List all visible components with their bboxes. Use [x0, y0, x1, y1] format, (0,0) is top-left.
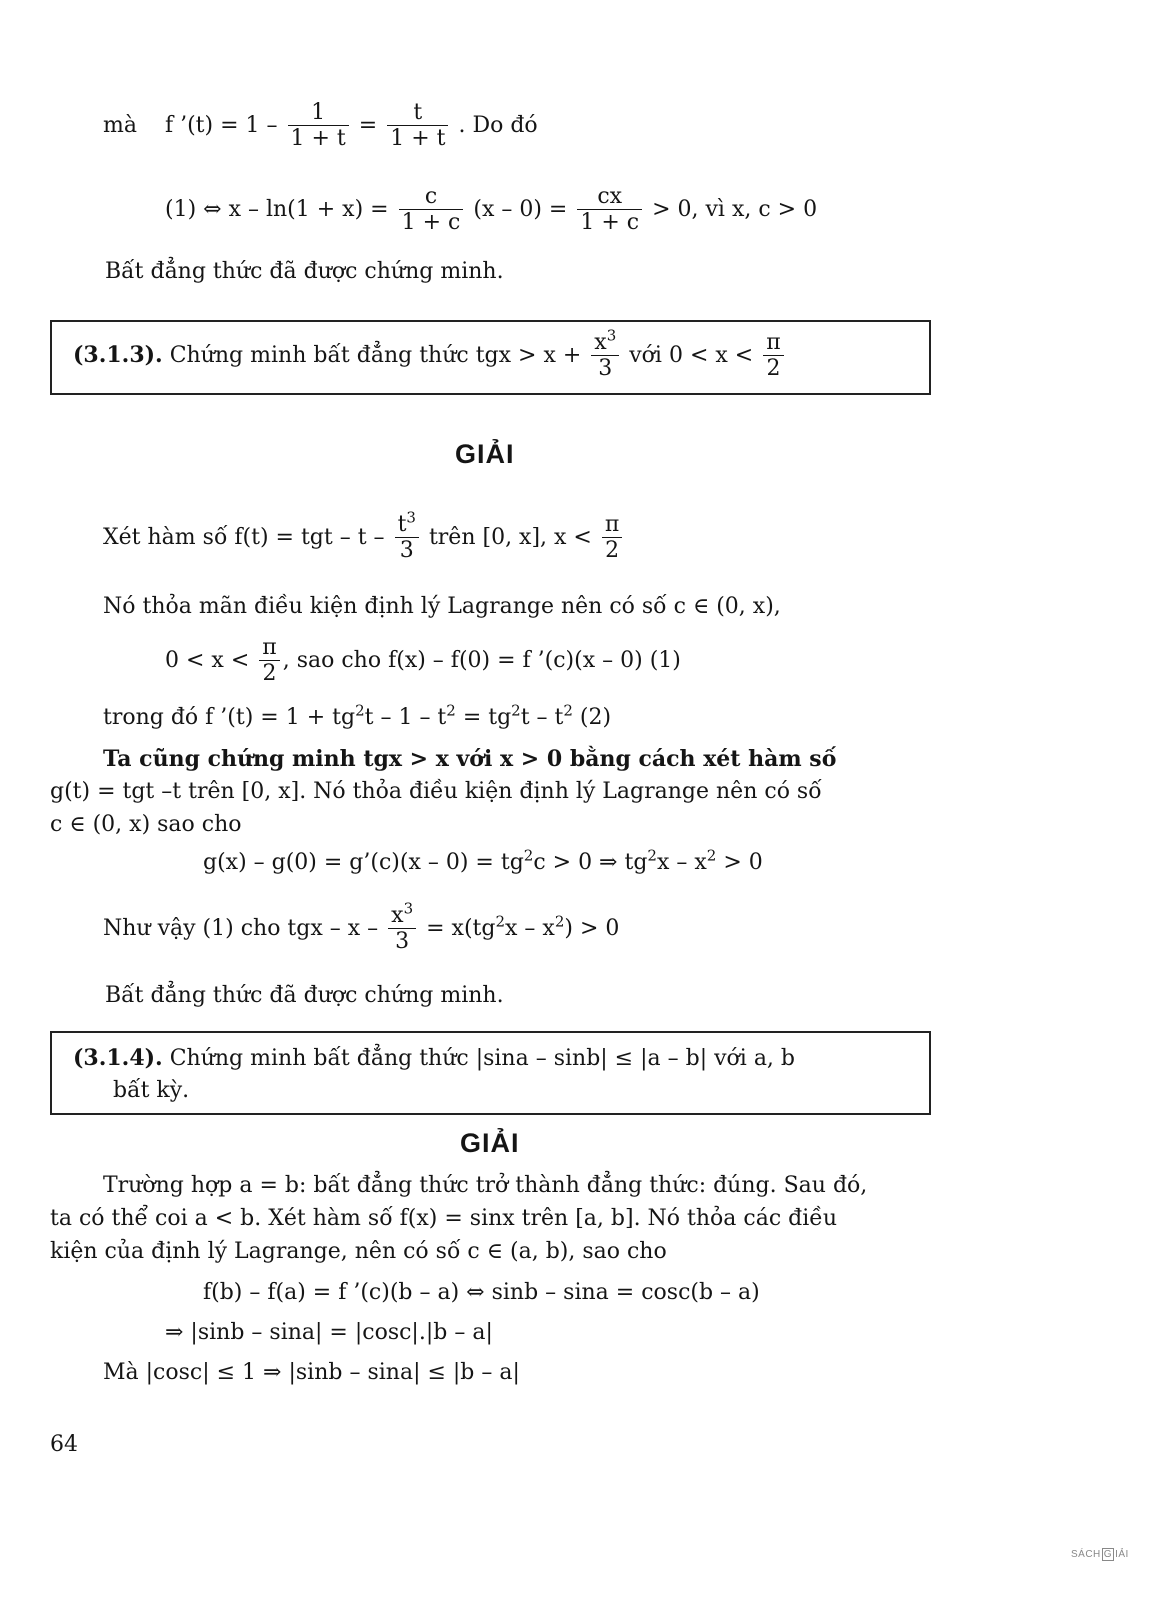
exponent: 2: [511, 701, 521, 720]
fraction-pi-over-2: [259, 635, 279, 687]
exponent: 3: [606, 326, 617, 345]
equals-sign: =: [358, 112, 378, 138]
numerator-x: x: [391, 903, 404, 928]
exponent: 3: [406, 508, 416, 527]
final-part-d: ) > 0: [564, 915, 620, 941]
aux-part-a: g(x) – g(0) = g’(c)(x – 0) = tg: [203, 850, 524, 875]
watermark-right: IẢI: [1115, 1549, 1129, 1560]
exponent: 2: [355, 701, 365, 720]
exponent: 2: [446, 701, 456, 720]
denominator: 1 + t: [288, 125, 349, 151]
eq2-label: (2): [572, 705, 612, 730]
final-part-b: = x(tg: [419, 915, 496, 941]
text-do-do: . Do đó: [458, 112, 538, 138]
exponent: 2: [495, 912, 506, 931]
problem-text: Chứng minh bất đẳng thức tgx > x +: [162, 342, 582, 368]
case-text-2: ta có thể coi a < b. Xét hàm số f(x) = sinx trên [a, b]. Nó thỏa các điều: [50, 1206, 837, 1231]
problem-3-1-4-statement-cont: bất kỳ.: [113, 1078, 190, 1103]
case-text-1: Trường hợp a = b: bất đẳng thức trở thành đẳng thức: đúng. Sau đó,: [103, 1173, 868, 1198]
equivalence-line: [165, 184, 817, 236]
aux-part-c: x – x: [656, 850, 707, 875]
fraction-t-cubed-over-3: [395, 508, 419, 564]
auxiliary-inequality-line: [203, 846, 763, 875]
fraction-pi-over-2: [763, 330, 783, 382]
equation-1-rhs: , sao cho f(x) – f(0) = f ’(c)(x – 0) (1): [282, 647, 681, 673]
lagrange-sine-equation: f(b) – f(a) = f ’(c)(b – a) ⇔ sinb – sina = cosc(b – a): [203, 1280, 760, 1305]
solution-heading-2: GIẢI: [460, 1128, 520, 1158]
function-domain: trên [0, x], x <: [428, 524, 592, 550]
exponent: 2: [523, 846, 534, 865]
problem-condition: với 0 < x <: [629, 342, 754, 368]
denominator: 2: [259, 660, 279, 686]
watermark-icon: G: [1103, 1549, 1113, 1560]
equation-2-line: [103, 701, 612, 730]
exponent: 2: [563, 701, 573, 720]
final-part-a: Như vậy (1) cho tgx – x –: [103, 915, 379, 941]
aux-part-b: c > 0 ⇒ tg: [533, 850, 648, 875]
equivalence-mid: (x – 0) =: [473, 196, 568, 222]
conclusion-text-2: Bất đẳng thức đã được chứng minh.: [105, 983, 504, 1008]
exponent: 2: [554, 912, 565, 931]
fraction-t-over-1-plus-t: [387, 100, 448, 152]
exponent: 2: [647, 846, 657, 865]
numerator: cx: [597, 184, 623, 209]
exponent: 2: [706, 846, 717, 865]
equivalence-rhs: > 0, vì x, c > 0: [652, 196, 818, 222]
watermark-logo: [1071, 1548, 1129, 1561]
conclusion-text-1: Bất đẳng thức đã được chứng minh.: [105, 259, 504, 284]
exponent: 3: [403, 899, 414, 918]
eq2-part-c: = tg: [455, 705, 512, 730]
final-bound-line: Mà |cosc| ≤ 1 ⇒ |sinb – sina| ≤ |b – a|: [103, 1360, 520, 1385]
problem-3-1-4-statement: [73, 1045, 795, 1071]
numerator-x: x: [594, 330, 607, 355]
eq2-part-b: t – 1 – t: [364, 705, 447, 730]
denominator: 1 + t: [387, 125, 448, 151]
denominator: 2: [763, 355, 783, 381]
fraction-cx-over-1-plus-c: [577, 184, 642, 236]
final-part-c: x – x: [505, 915, 555, 941]
numerator: π: [262, 635, 277, 660]
numerator: π: [604, 512, 620, 537]
auxiliary-point-text: c ∈ (0, x) sao cho: [50, 812, 242, 837]
denominator: 1 + c: [399, 209, 464, 235]
fraction-c-over-1-plus-c: [399, 184, 464, 236]
text-ma: mà: [103, 112, 137, 138]
problem-3-1-3-statement: [73, 326, 787, 382]
eq2-part-d: t – t: [520, 705, 564, 730]
watermark-left: SÁCH: [1071, 1549, 1101, 1560]
denominator: 3: [388, 928, 416, 954]
aux-part-d: > 0: [716, 850, 763, 875]
numerator: π: [766, 330, 781, 355]
solution-heading-1: GIẢI: [455, 439, 515, 469]
equation-1-line: [165, 635, 681, 687]
derivative-line: [103, 100, 538, 152]
problem-label: (3.1.3).: [73, 341, 163, 368]
eq2-part-a: trong đó f ’(t) = 1 + tg: [103, 705, 356, 730]
case-text-3: kiện của định lý Lagrange, nên có số c ∈ (a, b), sao cho: [50, 1239, 667, 1264]
problem-text: Chứng minh bất đẳng thức |sina – sinb| ≤ |a – b| với a, b: [162, 1046, 796, 1071]
numerator: c: [424, 184, 438, 209]
fraction-1-over-1-plus-t: [288, 100, 349, 152]
numerator: t: [413, 100, 423, 125]
denominator: 1 + c: [577, 209, 642, 235]
derivative-lhs: f ’(t) = 1 –: [164, 112, 278, 138]
problem-label: (3.1.4).: [73, 1045, 163, 1071]
absolute-value-equation: ⇒ |sinb – sina| = |cosc|.|b – a|: [165, 1320, 493, 1345]
lagrange-condition-text: Nó thỏa mãn điều kiện định lý Lagrange nên có số c ∈ (0, x),: [103, 594, 781, 619]
denominator: 2: [602, 537, 622, 563]
numerator-t: t: [397, 512, 407, 537]
fraction-pi-over-2: [602, 512, 622, 564]
fraction-x-cubed-over-3: [591, 326, 619, 382]
equivalence-lhs: (1) ⇔ x – ln(1 + x) =: [165, 196, 389, 222]
page-number: 64: [50, 1432, 78, 1457]
auxiliary-claim-text: Ta cũng chứng minh tgx > x với x > 0 bằng cách xét hàm số: [103, 746, 837, 772]
final-inequality-line: [103, 899, 620, 955]
denominator: 3: [395, 537, 419, 563]
equation-1-lhs: 0 < x <: [165, 647, 250, 673]
function-lhs: Xét hàm số f(t) = tgt – t –: [103, 524, 385, 550]
numerator: 1: [311, 100, 326, 125]
auxiliary-function-text: g(t) = tgt –t trên [0, x]. Nó thỏa điều kiện định lý Lagrange nên có số: [50, 779, 822, 804]
fraction-x-cubed-over-3: [388, 899, 416, 955]
function-definition-line: [103, 508, 625, 564]
denominator: 3: [591, 355, 619, 381]
